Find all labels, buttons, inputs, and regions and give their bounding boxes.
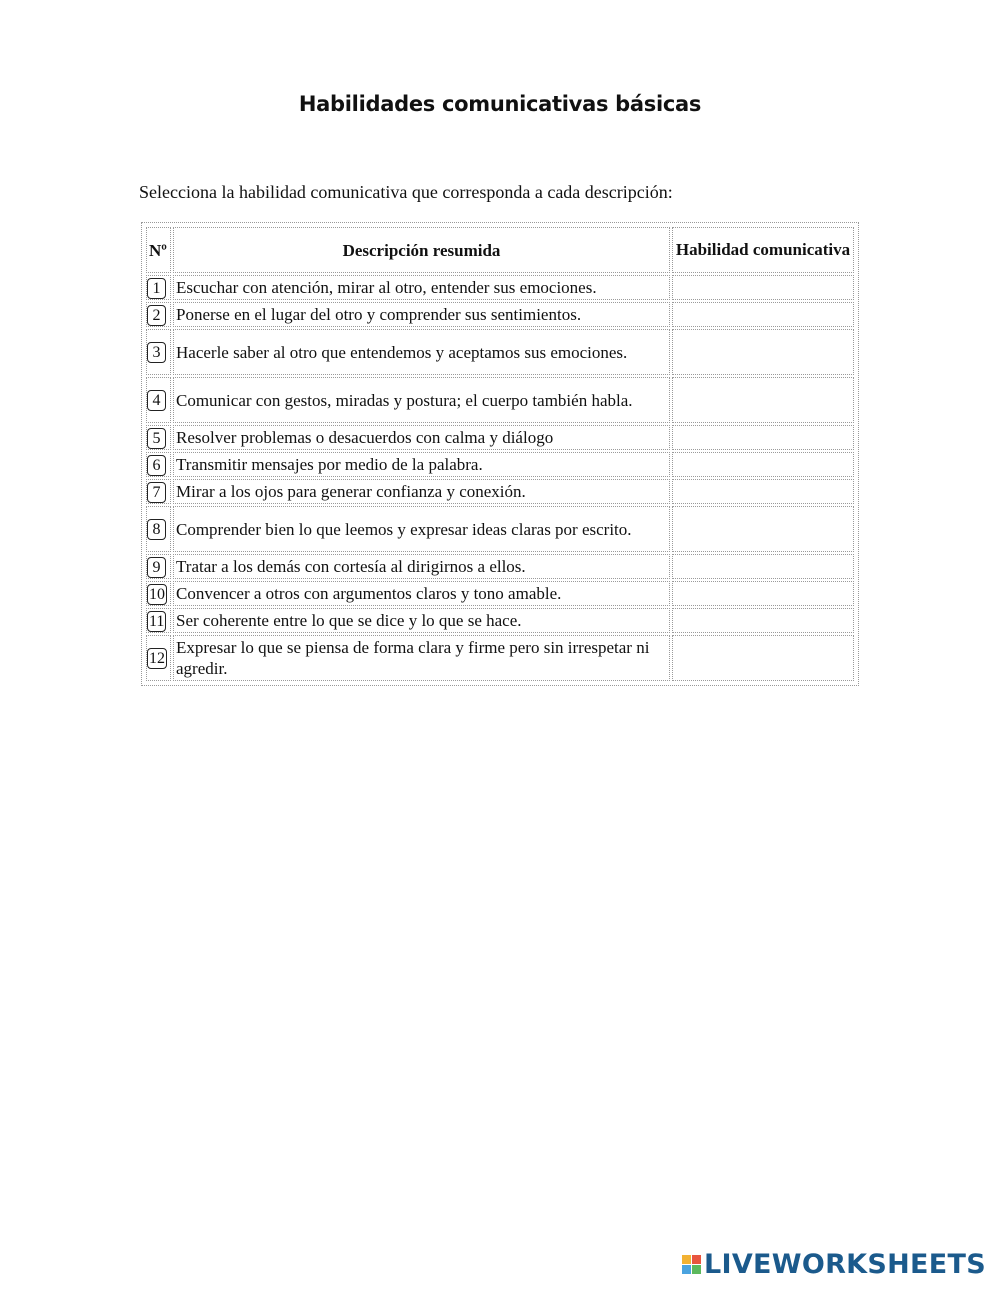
- row-number-badge: 4: [147, 390, 166, 411]
- row-number-badge: 7: [147, 482, 166, 503]
- skills-table: [141, 222, 859, 686]
- liveworksheets-logo: [682, 1249, 986, 1280]
- row-number-badge: 3: [147, 342, 166, 363]
- logo-square: [682, 1255, 691, 1264]
- row-description: Ponerse en el lugar del otro y comprender sus sentimientos.: [173, 302, 670, 327]
- table-row: [146, 425, 854, 450]
- row-number-badge: 9: [147, 557, 166, 578]
- answer-cell[interactable]: [672, 329, 854, 375]
- row-description: Transmitir mensajes por medio de la palabra.: [173, 452, 670, 477]
- table-row: [146, 275, 854, 300]
- answer-cell[interactable]: [672, 377, 854, 423]
- header-number: Nº: [146, 227, 171, 273]
- answer-cell[interactable]: [672, 506, 854, 552]
- answer-cell[interactable]: [672, 608, 854, 633]
- row-number-badge: 2: [147, 305, 166, 326]
- table-row: [146, 329, 854, 375]
- table-row: [146, 452, 854, 477]
- table-row: [146, 302, 854, 327]
- row-number-badge: 8: [147, 519, 166, 540]
- page-title: Habilidades comunicativas básicas: [298, 92, 702, 116]
- row-description: Convencer a otros con argumentos claros y tono amable.: [173, 581, 670, 606]
- logo-square: [682, 1265, 691, 1274]
- logo-square: [692, 1265, 701, 1274]
- answer-cell[interactable]: [672, 425, 854, 450]
- answer-cell[interactable]: [672, 554, 854, 579]
- table-row: [146, 608, 854, 633]
- answer-cell[interactable]: [672, 581, 854, 606]
- table-row: [146, 554, 854, 579]
- row-description: Comprender bien lo que leemos y expresar ideas claras por escrito.: [173, 506, 670, 552]
- header-description: Descripción resumida: [173, 227, 670, 273]
- header-skill: Habilidad comunicativa: [672, 227, 854, 273]
- answer-cell[interactable]: [672, 302, 854, 327]
- instruction-text: Selecciona la habilidad comunicativa que corresponda a cada descripción:: [139, 182, 673, 202]
- row-description: Tratar a los demás con cortesía al dirigirnos a ellos.: [173, 554, 670, 579]
- answer-cell[interactable]: [672, 275, 854, 300]
- logo-square: [692, 1255, 701, 1264]
- answer-cell[interactable]: [672, 479, 854, 504]
- row-number-badge: 1: [147, 278, 166, 299]
- table-row: [146, 635, 854, 681]
- table-row: [146, 506, 854, 552]
- brand-name: LIVEWORKSHEETS: [703, 1249, 986, 1280]
- row-number-badge: 6: [147, 455, 166, 476]
- liveworksheets-logo-icon: [682, 1255, 701, 1274]
- row-number-badge: 11: [149, 612, 165, 630]
- row-description: Escuchar con atención, mirar al otro, entender sus emociones.: [173, 275, 670, 300]
- table-row: [146, 479, 854, 504]
- row-number-badge: 5: [147, 428, 166, 449]
- row-description: Hacerle saber al otro que entendemos y aceptamos sus emociones.: [173, 329, 670, 375]
- row-description: Comunicar con gestos, miradas y postura; el cuerpo también habla.: [173, 377, 670, 423]
- row-description: Ser coherente entre lo que se dice y lo que se hace.: [173, 608, 670, 633]
- row-description: Expresar lo que se piensa de forma clara y firme pero sin irrespetar ni agredir.: [173, 635, 670, 681]
- row-number-badge: 10: [149, 585, 165, 603]
- table-header-row: [146, 227, 854, 273]
- answer-cell[interactable]: [672, 452, 854, 477]
- row-number-badge: 12: [149, 650, 165, 667]
- answer-cell[interactable]: [672, 635, 854, 681]
- table-row: [146, 377, 854, 423]
- table-row: [146, 581, 854, 606]
- row-description: Resolver problemas o desacuerdos con calma y diálogo: [173, 425, 670, 450]
- row-description: Mirar a los ojos para generar confianza y conexión.: [173, 479, 670, 504]
